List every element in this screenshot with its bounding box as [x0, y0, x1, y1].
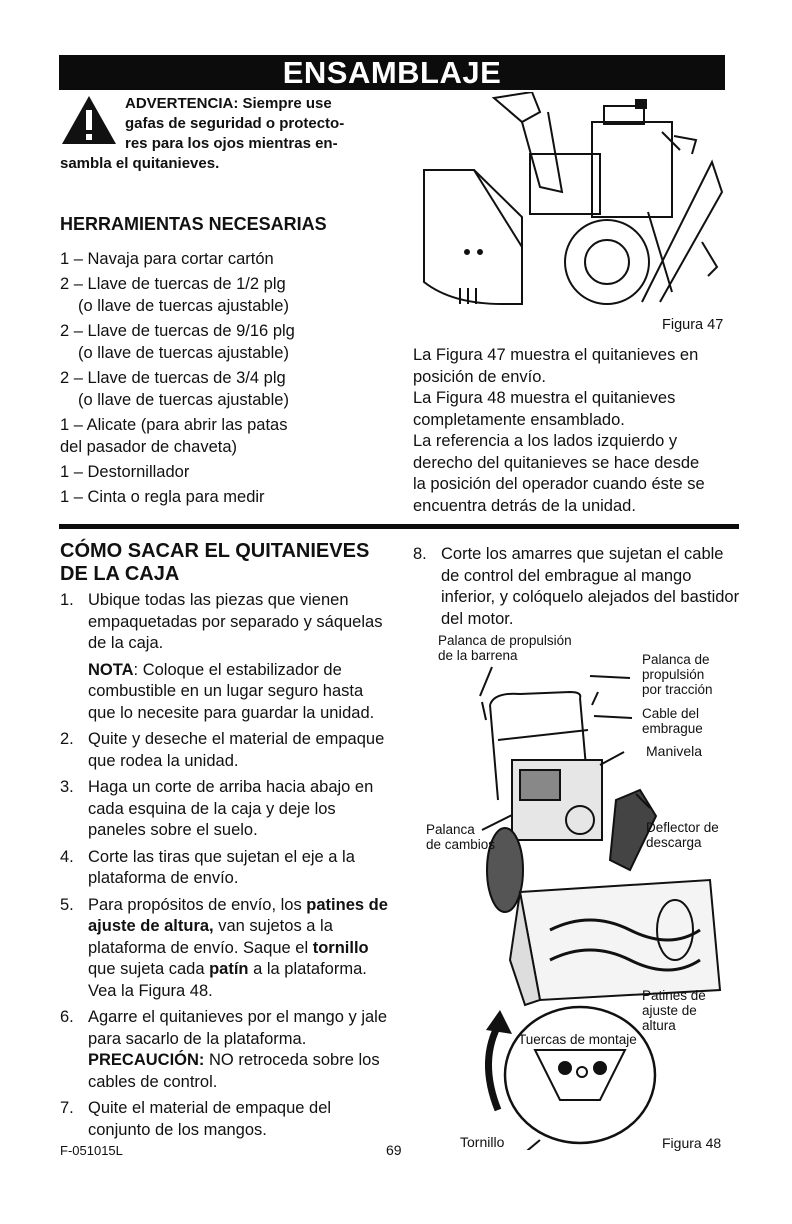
label-line: de cambios: [426, 837, 496, 852]
label-line: Deflector de: [646, 820, 719, 835]
tool-item: [60, 486, 360, 508]
label-clutch-cable: [642, 706, 703, 736]
label-line: Cable del: [642, 706, 700, 721]
tool-sub: (o llave de tuercas ajustable): [78, 344, 289, 362]
warning-line: ADVERTENCIA: Siempre use: [125, 95, 332, 112]
step-text: Agarre el quitanieves por el mango y jale para sacarlo de la plataforma.: [88, 1008, 388, 1048]
section-heading-line: CÓMO SACAR EL QUITANIEVES: [60, 540, 370, 562]
step-text: Ubique todas las piezas que vienen empaquetadas por separado y sáquelas de la caja.: [88, 591, 383, 652]
step-item: [60, 895, 390, 1003]
label-traction-drive-lever: [642, 652, 713, 697]
step-text: Quite el material de empaque del conjunto de los mangos.: [88, 1099, 332, 1139]
step-item: [60, 729, 390, 772]
step-text: Haga un corte de arriba hacia abajo en cada esquina de la caja y deje los paneles sobre el suelo.: [88, 778, 374, 839]
intro-line: La Figura 48 muestra el quitanieves: [413, 389, 676, 407]
step-item-8: [413, 544, 743, 630]
figure-47-snowblower-shipping-illustration: [412, 92, 732, 322]
intro-paragraph: [413, 345, 743, 517]
section-heading: [60, 540, 400, 586]
step-number: 8.: [413, 545, 427, 563]
page-title: ENSAMBLAJE: [282, 55, 502, 90]
tool-main: 1 – Destornillador: [60, 463, 190, 481]
tools-heading: HERRAMIENTAS NECESARIAS: [60, 214, 327, 234]
step-text: a la plataforma. Vea la Figura 48.: [88, 960, 367, 1000]
label-line: de la barrena: [438, 648, 518, 663]
page-number: 69: [386, 1142, 402, 1158]
figure-48: [420, 630, 740, 1150]
step-item: [60, 1098, 390, 1141]
step-bold-term: tornillo: [312, 938, 369, 957]
intro-line: encuentra detrás de la unidad.: [413, 496, 636, 515]
warning-last-line: sambla el quitanieves.: [60, 155, 220, 172]
intro-line: la posición del operador cuando éste se: [413, 475, 705, 493]
label-bolt: Tornillo: [460, 1134, 505, 1150]
step-item: [60, 1007, 390, 1093]
label-line: embrague: [642, 721, 703, 736]
warning-line: res para los ojos mientras en-: [125, 135, 338, 152]
step-bold-term: patines de ajuste de altura,: [88, 895, 388, 935]
step-item: [60, 847, 390, 890]
intro-line: posición de envío.: [413, 367, 547, 386]
step-number: 5.: [60, 895, 74, 914]
step-number: 2.: [60, 730, 74, 748]
label-crank: Manivela: [646, 743, 703, 759]
step-number: 1.: [60, 591, 74, 609]
label-skid-shoes: [642, 988, 706, 1033]
step-text: Quite y deseche el material de empaque que rodea la unidad.: [88, 730, 385, 770]
label-mounting-nuts: Tuercas de montaje: [518, 1032, 637, 1047]
caution-text: NO retroceda sobre los cables de control.: [88, 1051, 380, 1091]
step-note: [88, 660, 390, 725]
tool-item: [60, 461, 360, 483]
step-number: 6.: [60, 1008, 74, 1026]
label-line: Palanca de propulsión: [438, 633, 572, 648]
step-text: van sujetos a la plataforma de envío. Saque el: [88, 917, 333, 957]
note-text: : Coloque el estabilizador de combustible en un lugar seguro hasta que lo necesite para guardar la unidad.: [88, 660, 375, 722]
figure-48-caption: Figura 48: [662, 1135, 722, 1151]
label-auger-drive-lever: [438, 633, 572, 663]
label-line: Patines de: [642, 988, 706, 1003]
step-item: [60, 777, 390, 842]
tool-item: [60, 414, 360, 458]
label-shift-lever: [426, 822, 495, 852]
step-text: Para propósitos de envío, los: [88, 895, 307, 914]
label-line: propulsión: [642, 667, 705, 682]
tool-main: 2 – Llave de tuercas de 3/4 plg: [60, 369, 286, 387]
intro-line: La referencia a los lados izquierdo y: [413, 432, 678, 450]
label-chute-deflector: [646, 820, 719, 850]
tool-sub: del pasador de chaveta): [60, 438, 238, 456]
tools-list: [60, 248, 360, 511]
tool-main: 2 – Llave de tuercas de 9/16 plg: [60, 322, 295, 340]
tool-item: [60, 367, 360, 411]
label-line: Palanca: [426, 822, 475, 837]
tool-sub: (o llave de tuercas ajustable): [78, 391, 289, 409]
intro-line: derecho del quitanieves se hace desde: [413, 453, 700, 472]
tool-item: [60, 273, 360, 317]
figure-47-caption: Figura 47: [662, 317, 724, 333]
label-line: Palanca de: [642, 652, 710, 667]
step-number: 4.: [60, 847, 74, 866]
tool-main: 2 – Llave de tuercas de 1/2 plg: [60, 275, 286, 293]
step-item: [60, 590, 390, 724]
label-line: por tracción: [642, 682, 713, 697]
label-line: ajuste de: [642, 1003, 697, 1018]
step-bold-term: patín: [209, 960, 249, 978]
warning-icon: [60, 94, 118, 146]
page-title-banner: [59, 55, 725, 90]
intro-line: completamente ensamblado.: [413, 410, 625, 429]
note-label: NOTA: [88, 660, 134, 679]
label-line: altura: [642, 1018, 676, 1033]
step-text: Corte las tiras que sujetan el eje a la plataforma de envío.: [88, 847, 355, 887]
intro-line: La Figura 47 muestra el quitanieves en: [413, 346, 699, 364]
steps-list: [60, 590, 390, 1146]
tool-main: 1 – Alicate (para abrir las patas: [60, 416, 288, 434]
warning-text: [125, 94, 375, 154]
step-text: Corte los amarres que sujetan el cable de control del embrague al mango inferior, y colóquelo alejados del bastidor del motor.: [441, 545, 740, 628]
tool-main: 1 – Cinta o regla para medir: [60, 488, 265, 506]
step-text: que sujeta cada: [88, 960, 210, 978]
step-number: 7.: [60, 1099, 74, 1117]
tool-item: [60, 320, 360, 364]
warning-line: gafas de seguridad o protecto-: [125, 115, 345, 132]
label-line: descarga: [646, 835, 702, 850]
document-code: F-051015L: [60, 1143, 123, 1158]
step-number: 3.: [60, 778, 74, 796]
caution-label: PRECAUCIÓN:: [88, 1051, 205, 1069]
tool-sub: (o llave de tuercas ajustable): [78, 297, 289, 315]
tool-item: [60, 248, 360, 270]
tool-main: 1 – Navaja para cortar cartón: [60, 250, 274, 268]
section-divider: [59, 524, 739, 529]
section-heading-line: DE LA CAJA: [60, 563, 180, 585]
